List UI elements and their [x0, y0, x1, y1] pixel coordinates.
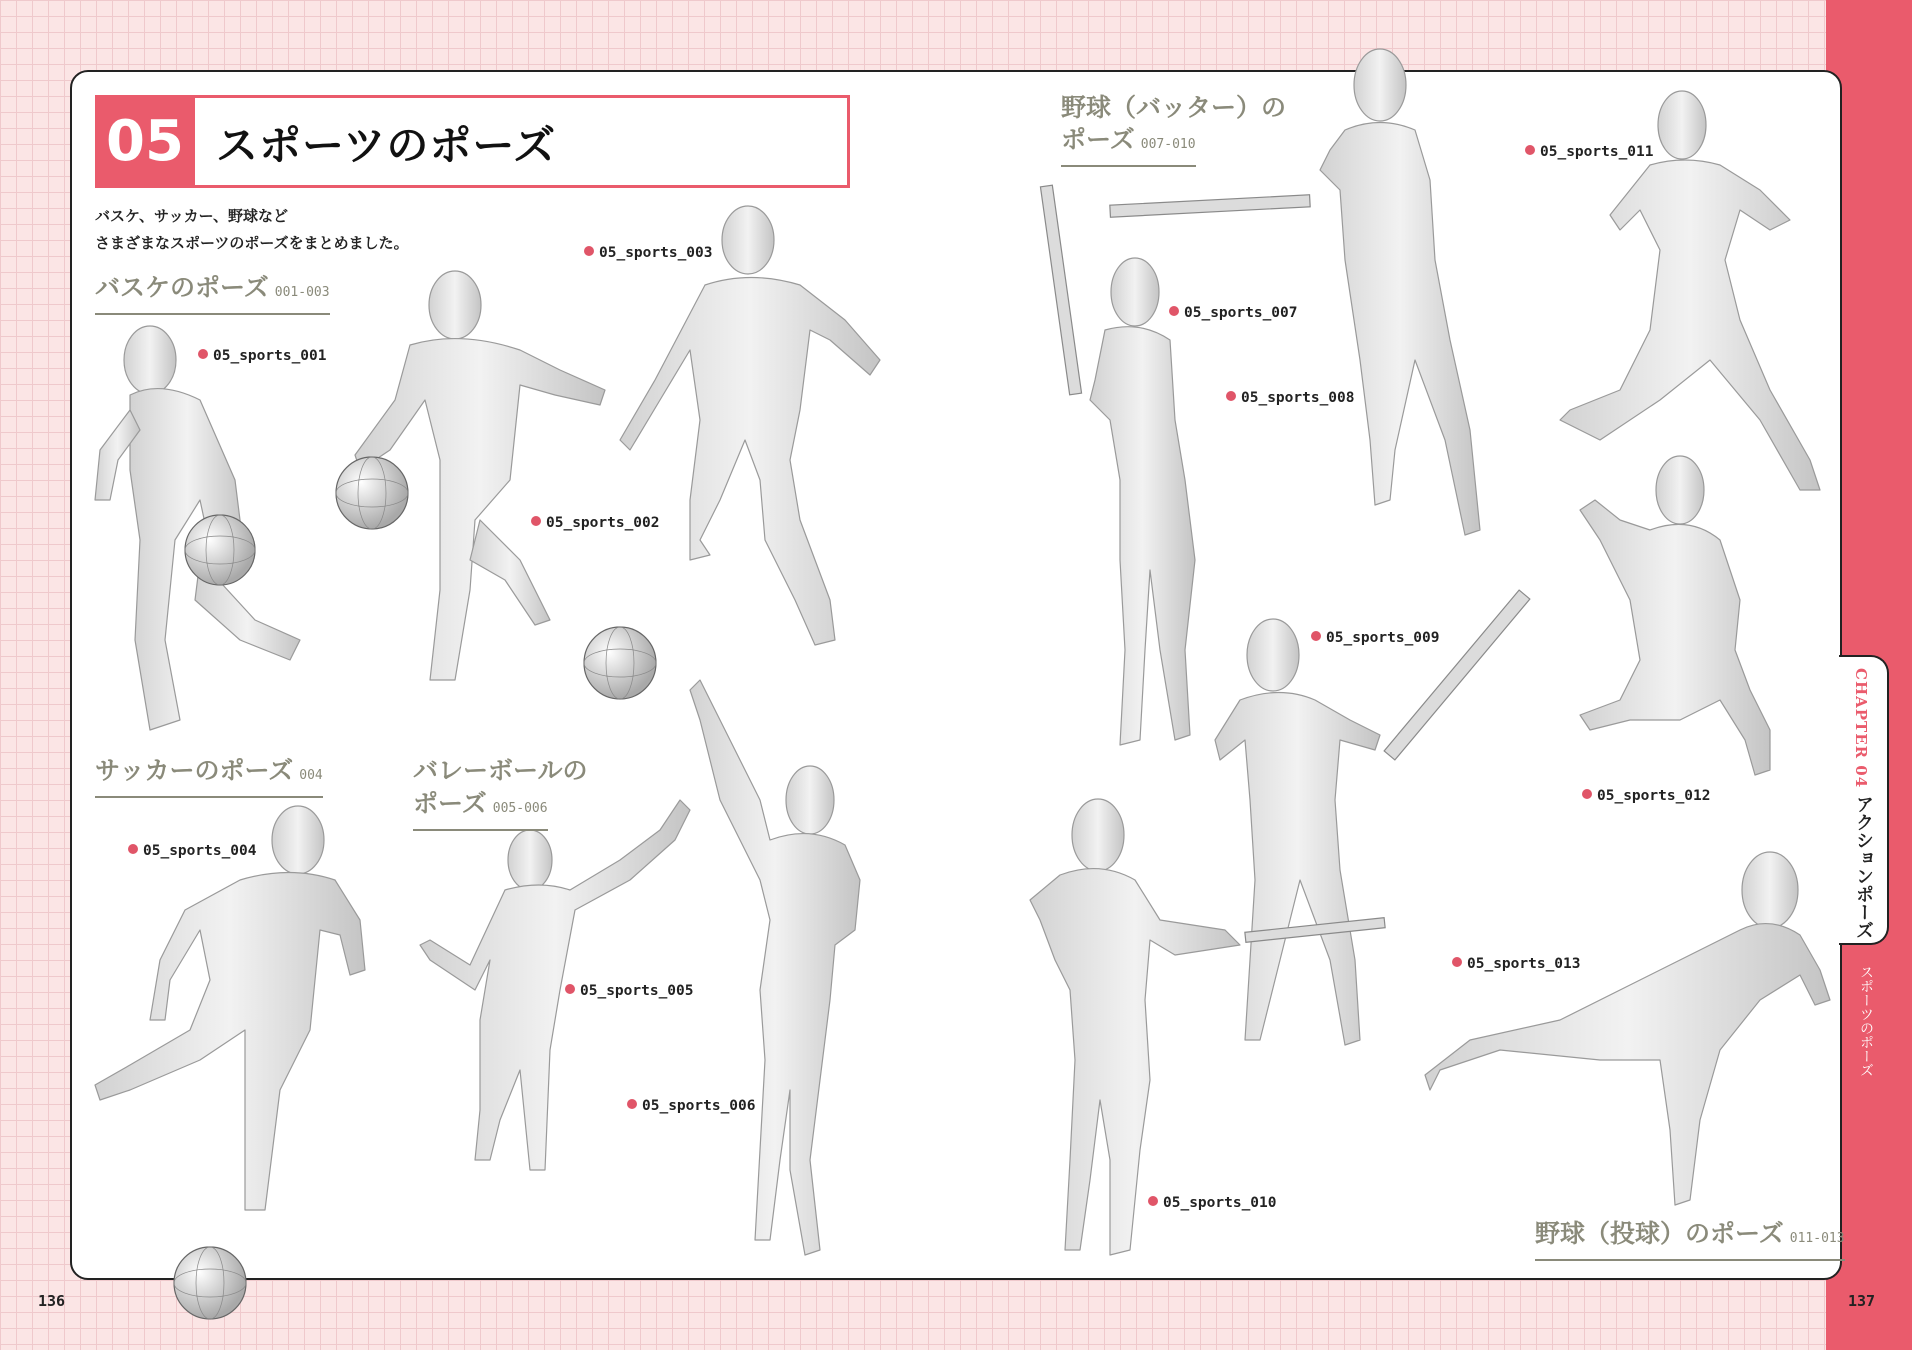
bullet-dot [1311, 631, 1321, 641]
section-heading-batter-line1: 野球（バッター）の [1061, 93, 1287, 122]
section-heading-soccer [95, 755, 323, 798]
pose-label-012 [1582, 788, 1711, 804]
figure-009 [1215, 619, 1380, 1045]
intro-line-2: さまざまなスポーツのポーズをまとめました。 [95, 234, 409, 252]
pose-label-text: 05_sports_004 [143, 843, 257, 859]
figure-003 [620, 206, 880, 645]
bullet-dot [198, 349, 208, 359]
figure-013 [1425, 852, 1830, 1205]
bullet-dot [1452, 957, 1462, 967]
pose-label-text: 05_sports_009 [1326, 630, 1440, 646]
figure-004 [95, 806, 365, 1210]
chapter-title: アクションポーズ [1853, 795, 1874, 939]
chapter-number: 05 [95, 95, 195, 188]
section-heading-pitcher [1535, 1218, 1845, 1261]
figure-012 [1580, 456, 1770, 775]
intro-line-1: バスケ、サッカー、野球など [95, 207, 289, 225]
bullet-dot [627, 1099, 637, 1109]
pose-label-007 [1169, 305, 1298, 321]
figure-008 [1320, 49, 1480, 535]
pose-label-text: 05_sports_008 [1241, 390, 1355, 406]
pose-label-text: 05_sports_003 [599, 245, 713, 261]
pose-label-text: 05_sports_012 [1597, 788, 1711, 804]
pose-label-011 [1525, 144, 1654, 160]
section-title: サッカーのポーズ [95, 756, 294, 785]
bullet-dot [128, 844, 138, 854]
section-range: 004 [299, 768, 323, 783]
section-range: 005-006 [492, 801, 548, 816]
figure-010 [1030, 799, 1240, 1255]
bullet-dot [1226, 391, 1236, 401]
bullet-dot [1525, 145, 1535, 155]
pose-label-010 [1148, 1195, 1277, 1211]
pose-label-013 [1452, 956, 1581, 972]
pose-label-002 [531, 515, 660, 531]
bullet-dot [531, 516, 541, 526]
sidebar-section-label: スポーツのポーズ [1858, 965, 1874, 1077]
section-range: 001-003 [274, 285, 330, 300]
section-title: ポーズ [1061, 125, 1135, 154]
pose-label-text: 05_sports_006 [642, 1098, 756, 1114]
pose-label-001 [198, 348, 327, 364]
bullet-dot [1582, 789, 1592, 799]
pose-label-006 [627, 1098, 756, 1114]
bullet-dot [1169, 306, 1179, 316]
bullet-dot [1148, 1196, 1158, 1206]
page-title: スポーツのポーズ [216, 121, 557, 170]
chapter-label: CHAPTER 04 [1852, 668, 1870, 789]
section-title: バスケのポーズ [95, 273, 269, 302]
pose-label-text: 05_sports_001 [213, 348, 327, 364]
section-heading-batter-line2 [1061, 124, 1196, 167]
page-number-left: 136 [38, 1292, 66, 1310]
pose-label-text: 05_sports_010 [1163, 1195, 1277, 1211]
pose-label-009 [1311, 630, 1440, 646]
figure-007 [1090, 258, 1195, 745]
pose-label-text: 05_sports_002 [546, 515, 660, 531]
pose-label-005 [565, 983, 694, 999]
section-heading-basket [95, 272, 330, 315]
pose-label-008 [1226, 390, 1355, 406]
section-range: 007-010 [1140, 137, 1196, 152]
page-number-right: 137 [1848, 1292, 1876, 1310]
section-heading-volley-line2 [413, 788, 548, 831]
pose-label-004 [128, 843, 257, 859]
section-range: 011-013 [1789, 1231, 1845, 1246]
section-title: ポーズ [413, 789, 487, 818]
section-title: 野球（投球）のポーズ [1535, 1219, 1784, 1248]
pose-label-text: 05_sports_007 [1184, 305, 1298, 321]
bullet-dot [584, 246, 594, 256]
pose-label-text: 05_sports_011 [1540, 144, 1654, 160]
pose-label-text: 05_sports_013 [1467, 956, 1581, 972]
bullet-dot [565, 984, 575, 994]
pose-label-003 [584, 245, 713, 261]
section-heading-volley-line1: バレーボールの [413, 756, 588, 785]
pose-label-text: 05_sports_005 [580, 983, 694, 999]
figure-006 [690, 680, 860, 1255]
